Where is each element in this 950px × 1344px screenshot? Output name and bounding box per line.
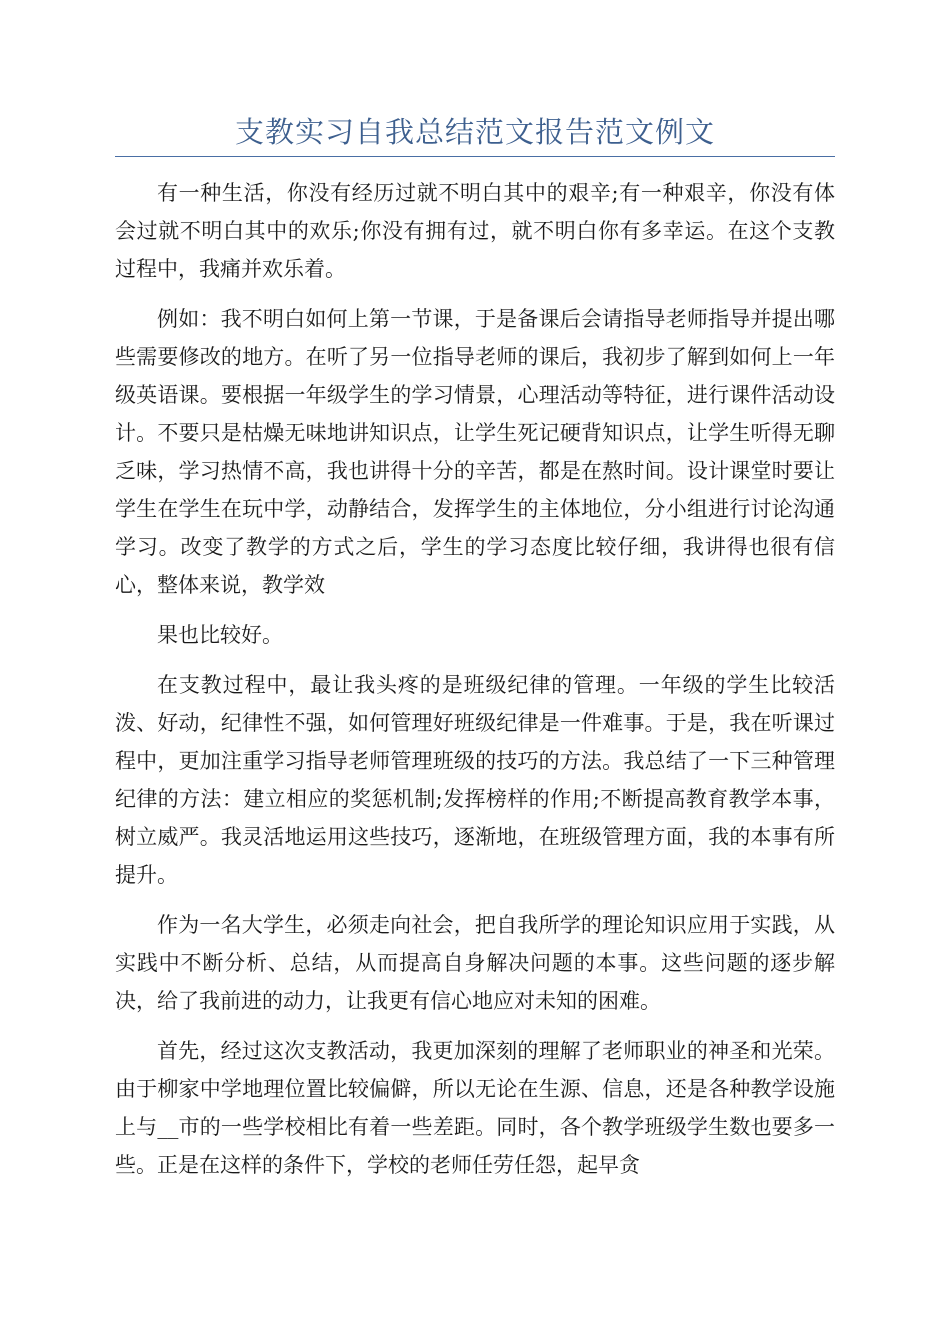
title-block [115, 108, 835, 157]
document-body [115, 174, 835, 1196]
document-title: 支教实习自我总结范文报告范文例文 [234, 115, 715, 149]
paragraph-3: 果也比较好。 [157, 623, 283, 647]
paragraph-5: 作为一名大学生，必须走向社会，把自我所学的理论知识应用于实践，从实践中不断分析、总结，从而提高自身解决问题的本事。这些问题的逐步解决，给了我前进的动力，让我更有信心地应对未知的困难。 [115, 913, 835, 1013]
paragraph-4: 在支教过程中，最让我头疼的是班级纪律的管理。一年级的学生比较活泼、好动，纪律性不强，如何管理好班级纪律是一件难事。于是，我在听课过程中，更加注重学习指导老师管理班级的技巧的方法。我总结了一下三种管理纪律的方法：建立相应的奖惩机制;发挥榜样的作用;不断提高教育教学本事，树立威严。我灵活地运用这些技巧，逐渐地，在班级管理方面，我的本事有所提升。 [115, 673, 835, 887]
paragraph-2: 例如：我不明白如何上第一节课，于是备课后会请指导老师指导并提出哪些需要修改的地方。在听了另一位指导老师的课后，我初步了解到如何上一年级英语课。要根据一年级学生的学习情景，心理活动等特征，进行课件活动设计。不要只是枯燥无味地讲知识点，让学生死记硬背知识点，让学生听得无聊乏味，学习热情不高，我也讲得十分的辛苦，都是在熬时间。设计课堂时要让学生在学生在玩中学，动静结合，发挥学生的主体地位，分小组进行讨论沟通学习。改变了教学的方式之后，学生的学习态度比较仔细，我讲得也很有信心，整体来说，教学效 [115, 307, 835, 597]
paragraph-6: 首先，经过这次支教活动，我更加深刻的理解了老师职业的神圣和光荣。由于柳家中学地理位置比较偏僻，所以无论在生源、信息，还是各种教学设施上与__市的一些学校相比有着一些差距。同时，各个教学班级学生数也要多一些。正是在这样的条件下，学校的老师任劳任怨，起早贪 [115, 1039, 835, 1177]
paragraph-1: 有一种生活，你没有经历过就不明白其中的艰辛;有一种艰辛，你没有体会过就不明白其中的欢乐;你没有拥有过，就不明白你有多幸运。在这个支教过程中，我痛并欢乐着。 [115, 181, 835, 281]
